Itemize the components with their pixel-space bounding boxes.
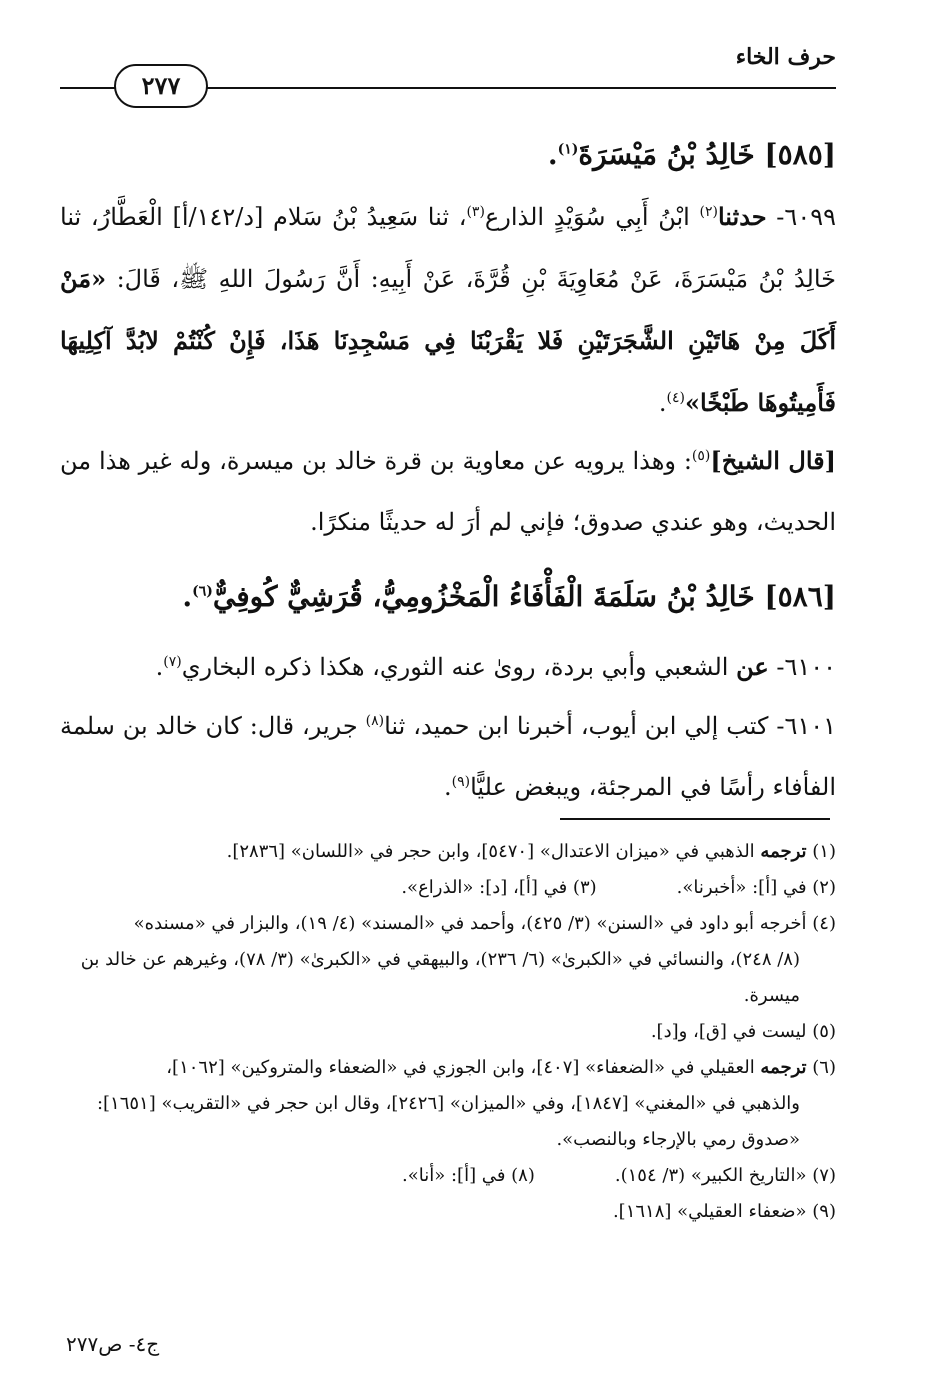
hadith-6099 [60, 186, 836, 434]
footnote-8: (٨) في [أ]: «أنا». [402, 1165, 535, 1186]
footnote-ref-5[interactable]: (٥) [691, 448, 711, 464]
footnote-ref-4[interactable]: (٤) [666, 390, 685, 406]
hadith-end: . [443, 773, 452, 801]
running-head: حرف الخاء [735, 44, 836, 70]
hadith-text: ، ثنا سَعِيدُ بْنُ سَلام [د/١٤٢/أ] الْعَطَّارُ، ثنا خَالِدُ بْنُ مَيْسَرَةَ، عَنْ مُعَاوِيَةَ بْنِ قُرَّةَ، عَنْ أَبِيهِ: أَنَّ رَسُولَ اللهِ ﷺ، قَالَ: [60, 203, 836, 293]
hadith-lead: حدثنا [717, 202, 767, 231]
hadith-6100 [60, 636, 836, 698]
entry-586-heading [60, 580, 836, 613]
hadith-6101 [60, 696, 836, 818]
hadith-quote: «مَنْ أَكَلَ مِنْ هَاتَيْنِ الشَّجَرَتَيْنِ فَلا يَقْرَبْنَا فِي مَسْجِدِنَا هَذَا، فَإِنْ كُنْتُمْ لابُدَّ آكِلِيهَا فَأَمِيتُوهَا طَبْخًا» [60, 264, 836, 417]
entry-586-end: . [182, 580, 193, 613]
footnote-1: (١) ترجمه الذهبي في «ميزان الاعتدال» [٥٤٧٠]، وابن حجر في «اللسان» [٢٨٣٦]. [226, 841, 836, 862]
hadith-text: جرير، قال: كان خالد بن سلمة الفأفاء رأسًا في المرجئة، ويبغض عليًّا [60, 712, 836, 801]
hadith-text: ابْنُ أَبِي سُوَيْدٍ الذارع [484, 203, 700, 231]
sheikh-comment [60, 430, 836, 553]
entry-585-end: . [547, 138, 558, 171]
footnote-ref-6[interactable]: (٦) [192, 583, 213, 600]
footnote-ref-9[interactable]: (٩) [451, 774, 471, 790]
footnote-4: (٤) أخرجه أبو داود في «السنن» (٣/ ٤٢٥)، وأحمد في «المسند» (٤/ ١٩)، والبزار في «مسنده» [133, 913, 836, 934]
footnote-9: (٩) «ضعفاء العقيلي» [١٦١٨]. [612, 1201, 836, 1222]
hadith-number: ٦٠٩٩- [766, 203, 836, 231]
volume-page-marker: ج٤- ص٢٧٧ [66, 1332, 160, 1356]
footnotes-2-3 [60, 870, 836, 906]
hadith-end: . [155, 653, 164, 681]
footnote-ref-2[interactable]: (٢) [699, 204, 718, 220]
footnote-5: (٥) ليست في [ق]، و[د]. [650, 1021, 836, 1042]
footnote-separator [560, 818, 830, 820]
footnote-ref-8[interactable]: (٨) [365, 713, 385, 729]
footnotes-7-8 [60, 1158, 836, 1194]
hadith-number: ٦١٠٠- [768, 653, 836, 681]
footnote-3: (٣) في [أ]، [د]: «الذراع». [401, 877, 597, 898]
footnote-4-continued: (٨/ ٢٤٨)، والنسائي في «الكبرىٰ» (٦/ ٢٣٦)، والبيهقي في «الكبرىٰ» (٣/ ٧٨)، وغيرهم عن خالد بن ميسرة. [80, 949, 800, 1006]
footnote-7: (٧) «التاريخ الكبير» (٣/ ١٥٤). [614, 1165, 836, 1186]
footnote-6: (٦) ترجمه العقيلي في «الضعفاء» [٤٠٧]، وابن الجوزي في «الضعفاء والمتروكين» [١٠٦٢]، [166, 1057, 836, 1078]
hadith-end: . [658, 389, 667, 417]
footnote-ref-7[interactable]: (٧) [163, 654, 182, 670]
footnote-6-continued: والذهبي في «المغني» [١٨٤٧]، وفي «الميزان» [٢٤٢٦]، وقال ابن حجر في «التقريب» [١٦٥١]: «صدوق رمي بالإرجاء وبالنصب». [96, 1093, 800, 1150]
footnotes [60, 834, 836, 1230]
footnote-ref-3[interactable]: (٣) [466, 204, 485, 220]
hadith-number: ٦١٠١- [768, 712, 837, 740]
sheikh-text: : وهذا يرويه عن معاوية بن قرة خالد بن ميسرة، وله غير هذا من الحديث، وهو عندي صدوق؛ فإني لم أرَ له حديثًا منكرًا. [60, 447, 836, 536]
entry-586-title: [٥٨٦] خَالِدُ بْنُ سَلَمَةَ الْفَأْفَاءُ الْمَخْزُومِيُّ، قُرَشِيٌّ كُوفِيٌّ [212, 580, 836, 613]
entry-585-title: [٥٨٥] خَالِدُ بْنُ مَيْسَرَةَ [578, 138, 836, 171]
sheikh-lead: [قال الشيخ] [710, 446, 836, 475]
page-number-badge: ٢٧٧ [114, 64, 208, 108]
hadith-text: كتب إلي ابن أيوب، أخبرنا ابن حميد، ثنا [384, 712, 769, 740]
hadith-lead: عن [736, 652, 769, 681]
footnote-2: (٢) في [أ]: «أخبرنا». [676, 877, 836, 898]
footnote-ref-1[interactable]: (١) [557, 141, 579, 158]
hadith-text: الشعبي وأبي بردة، روىٰ عنه الثوري، هكذا ذكره البخاري [181, 653, 737, 681]
entry-585-heading [60, 138, 836, 171]
